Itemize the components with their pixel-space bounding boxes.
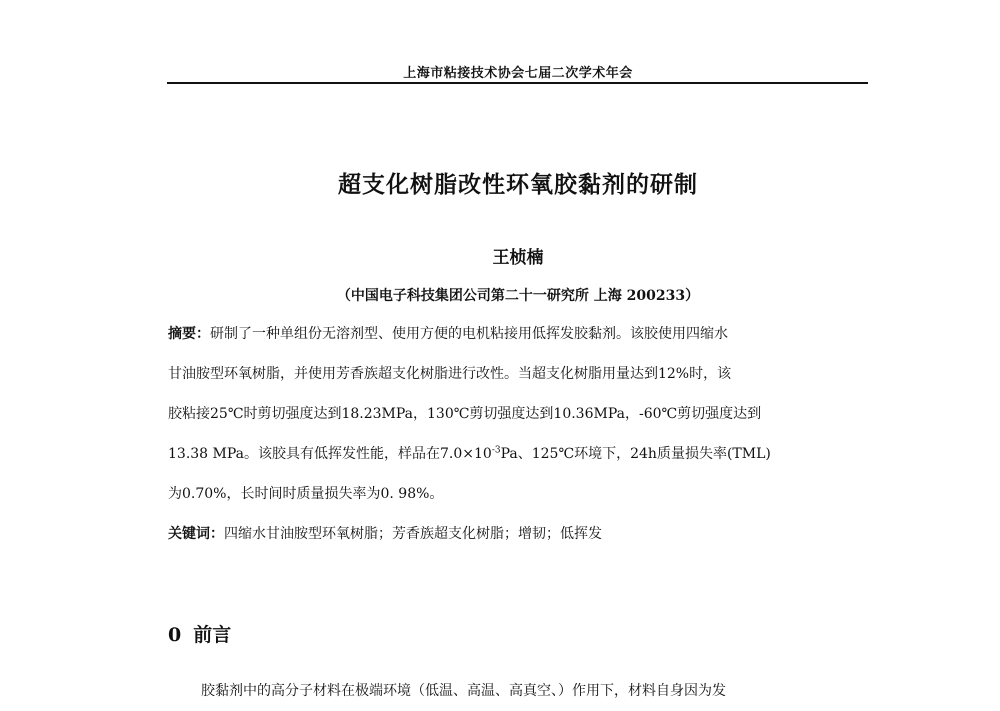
keywords <box>168 523 602 543</box>
keywords-label: 关键词： <box>168 526 224 542</box>
abstract-line: 甘油胺型环氧树脂，并使用芳香族超支化树脂进行改性。当超支化树脂用量达到12%时，该 <box>168 366 732 382</box>
body-paragraph: 胶黏剂中的高分子材料在极端环境（低温、高温、高真空、）作用下，材料自身因为发 <box>201 683 726 699</box>
abstract-text: 13.38 MPa。该胶具有低挥发性能，样品在7.0×10 <box>168 446 492 462</box>
section-title: 前言 <box>193 624 232 646</box>
abstract-line: 为0.70%，长时间时质量损失率为0. 98%。 <box>168 486 444 502</box>
abstract-label: 摘要： <box>168 326 210 342</box>
abstract-line <box>168 443 771 463</box>
paper-title: 超支化树脂改性环氧胶黏剂的研制 <box>338 172 698 198</box>
abstract-text: 研制了一种单组份无溶剂型、使用方便的电机粘接用低挥发胶黏剂。该胶使用四缩水 <box>210 326 728 342</box>
section-heading <box>168 620 231 647</box>
author-affiliation: （中国电子科技集团公司第二十一研究所 上海 200233） <box>336 288 700 304</box>
exponent: -3 <box>491 445 501 456</box>
running-header: 上海市粘接技术协会七届二次学术年会 <box>403 66 633 81</box>
author-name: 王桢楠 <box>492 248 544 268</box>
abstract-line <box>168 323 728 343</box>
abstract-line: 胶粘接25℃时剪切强度达到18.23MPa，130℃剪切强度达到10.36MPa，-60℃剪切强度达到 <box>168 406 762 422</box>
keywords-text: 四缩水甘油胺型环氧树脂；芳香族超支化树脂；增韧；低挥发 <box>224 526 602 542</box>
section-number: 0 <box>168 624 182 646</box>
abstract-text: Pa、125℃环境下，24h质量损失率(TML) <box>500 446 771 462</box>
header-rule <box>167 82 868 84</box>
